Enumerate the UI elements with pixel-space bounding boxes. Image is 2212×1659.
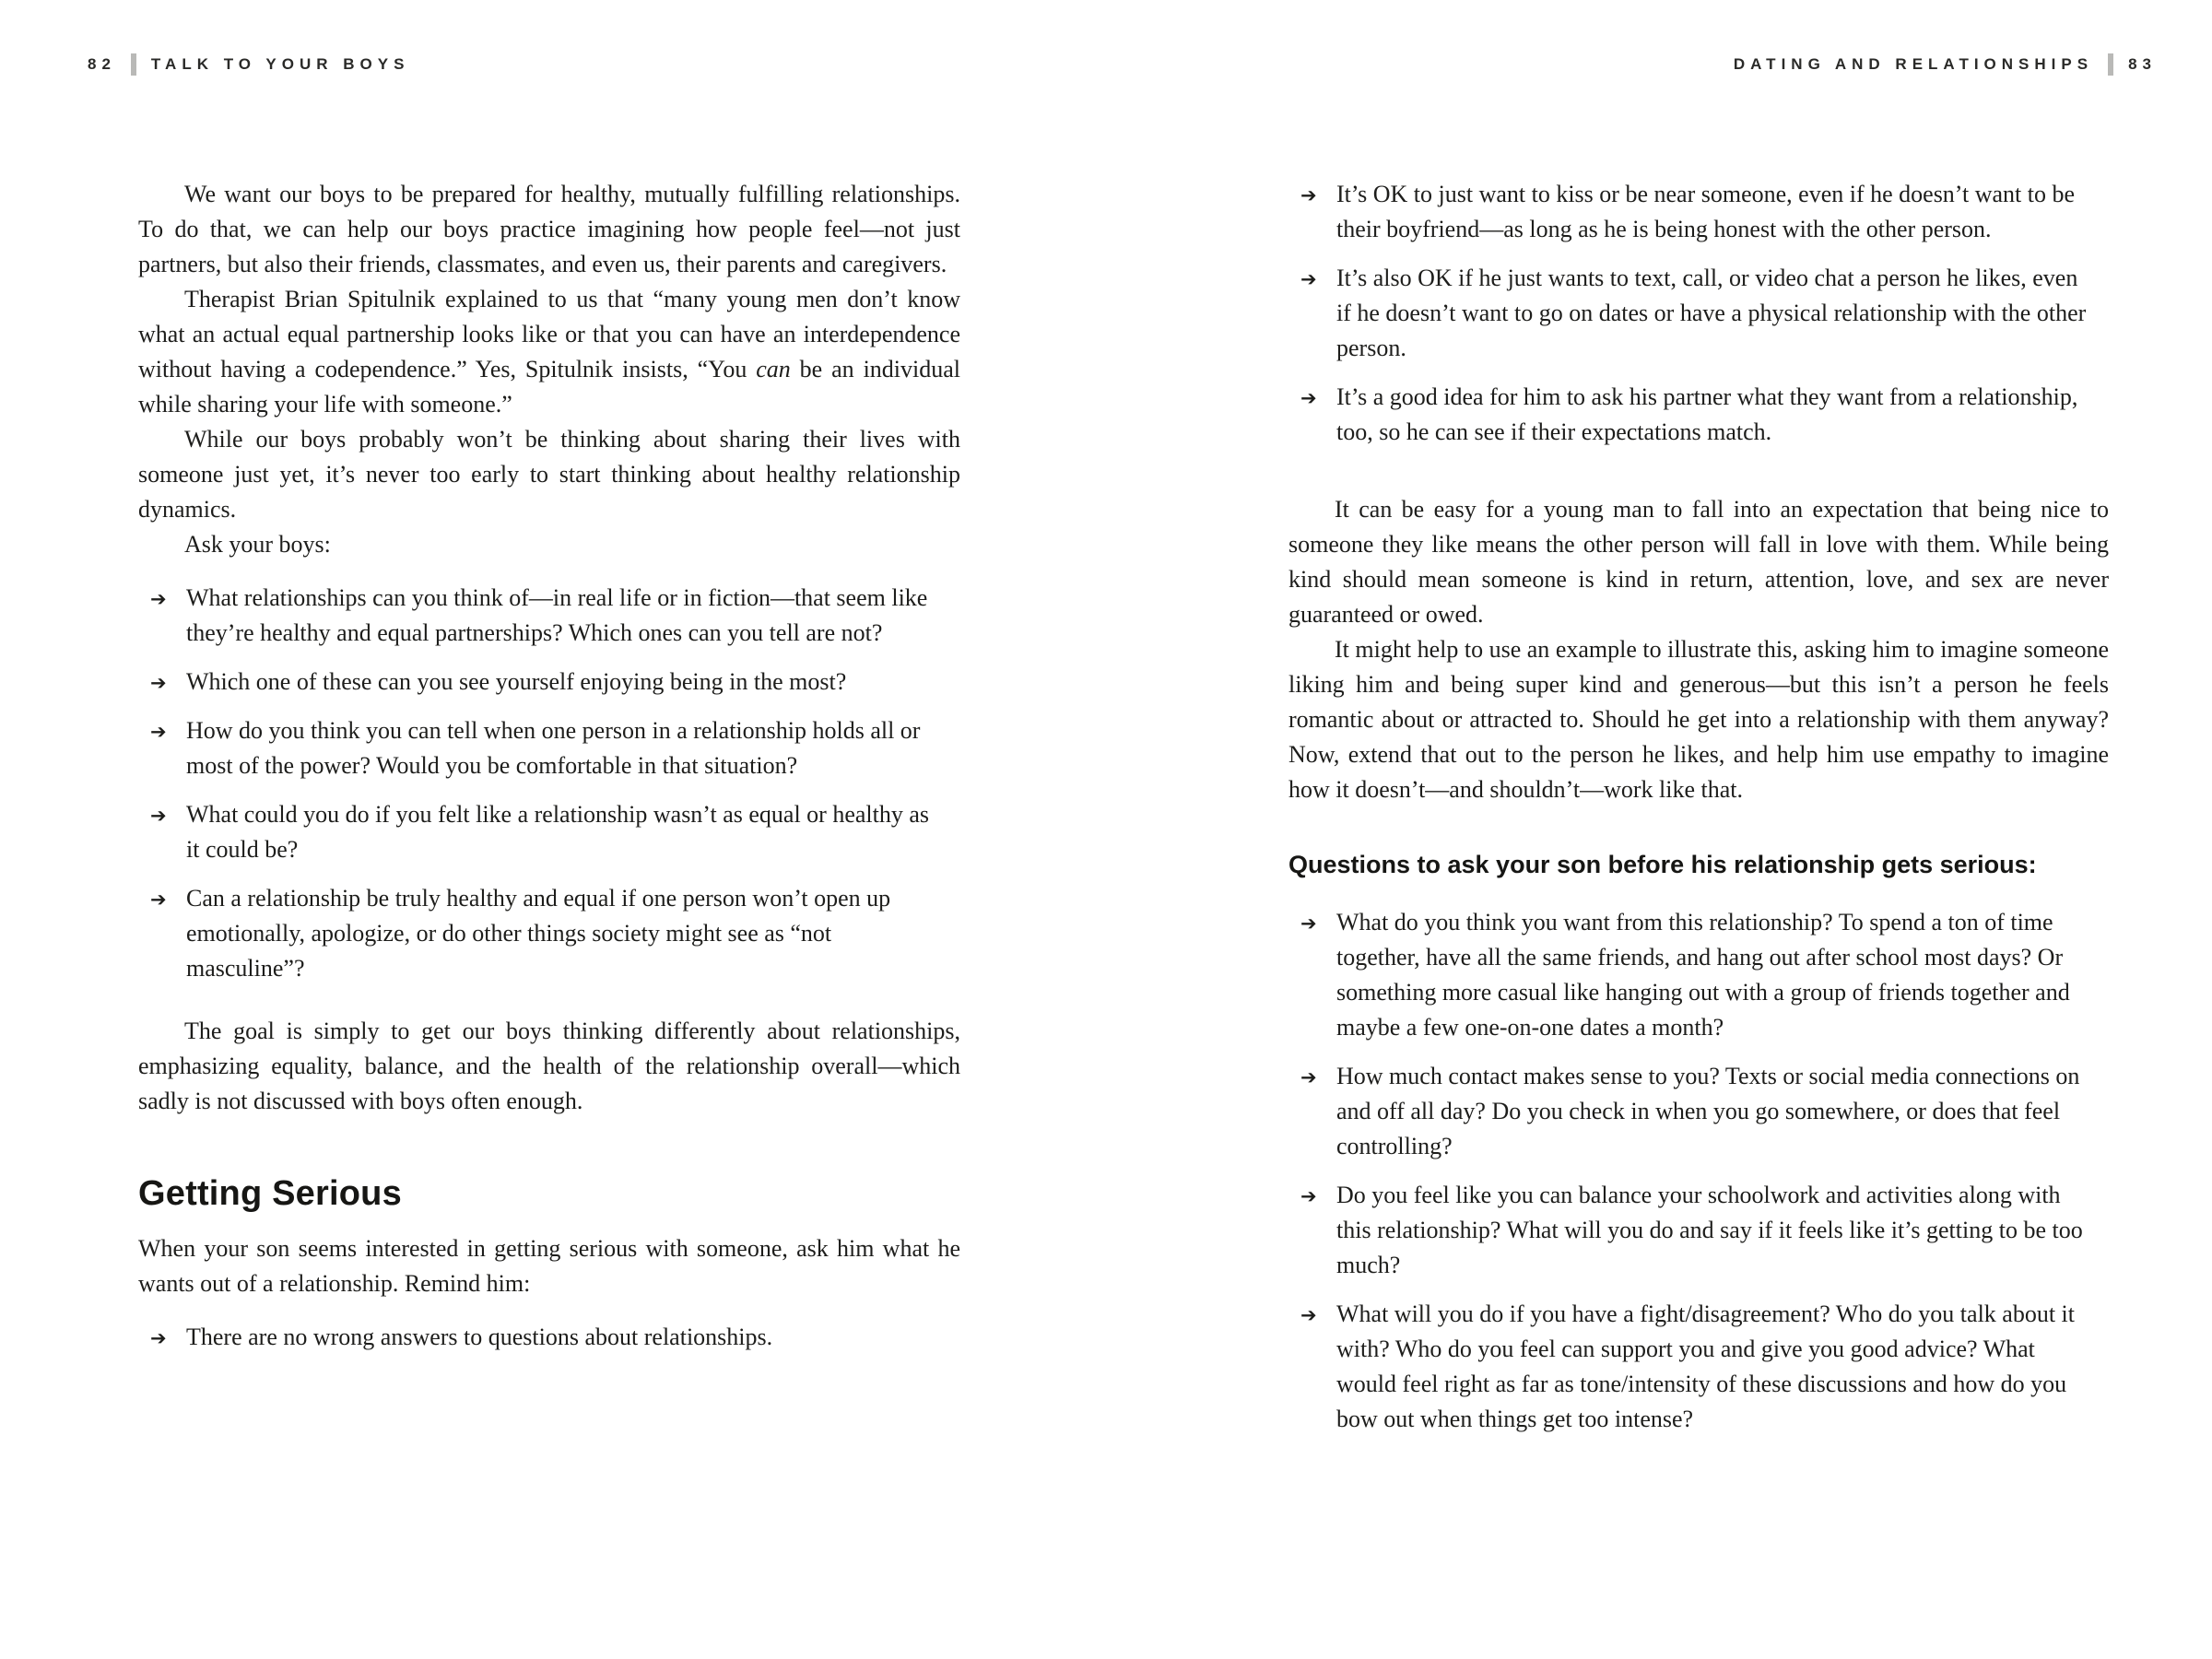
top-bullet-list: [1288, 177, 2109, 450]
arrow-bullet-icon: ➔: [1300, 1066, 1317, 1088]
page-number-right: 83: [2128, 55, 2157, 73]
list-item-text: How do you think you can tell when one person in a relationship holds all or most of the power? Would you be comfortable in that situation?: [186, 717, 921, 779]
paragraph-spitulnik-pre: Therapist Brian Spitulnik explained to us that “many young men don’t know what an actual equal partnership looks like or that you can have an interdependence without having a codependence.” Yes, Spitulnik insists, “You: [138, 286, 960, 382]
list-item: [138, 881, 960, 986]
list-item: [1288, 261, 2109, 366]
list-item: [138, 713, 960, 783]
list-item: [138, 797, 960, 867]
ask-bullet-list: [138, 581, 960, 986]
section-heading-getting-serious: Getting Serious: [138, 1174, 402, 1213]
list-item-text: Can a relationship be truly healthy and equal if one person won’t open up emotionally, apologize, or do other things society might see as “not masculine”?: [186, 885, 891, 982]
arrow-bullet-icon: ➔: [1300, 1185, 1317, 1207]
paragraph-while: While our boys probably won’t be thinking about sharing their lives with someone just yet, it’s never too early to start thinking about healthy relationship dynamics.: [138, 426, 960, 523]
running-head-left: [88, 53, 409, 76]
list-item-text: There are no wrong answers to questions about relationships.: [186, 1324, 773, 1350]
list-item: [1288, 1059, 2109, 1164]
paragraph-intro: We want our boys to be prepared for healthy, mutually fulfilling relationships. To do that, we can help our boys practice imagining how people feel—not just partners, but also their friends, classmates, and even us, their parents and caregivers.: [138, 181, 960, 277]
list-item: [138, 665, 960, 700]
running-head-title-left: TALK TO YOUR BOYS: [150, 55, 410, 73]
arrow-bullet-icon: ➔: [150, 588, 167, 610]
paragraph-closing: The goal is simply to get our boys thinking differently about relationships, emphasizing equality, balance, and the health of the relationship overall—which sadly is not discussed with boys often enough.: [138, 1018, 960, 1114]
arrow-bullet-icon: ➔: [150, 672, 167, 694]
paragraph-easy: It can be easy for a young man to fall into an expectation that being nice to someone they like means the other person will fall in love with them. While being kind should mean someone is kind in return, attention, love, and sex are never guaranteed or owed.: [1288, 496, 2109, 628]
running-head-right: [1734, 53, 2157, 76]
arrow-bullet-icon: ➔: [1300, 912, 1317, 935]
list-item-text: Do you feel like you can balance your schoolwork and activities along with this relationship? What will you do and say if it feels like it’s getting to be too much?: [1336, 1182, 2083, 1278]
running-head-title-right: DATING AND RELATIONSHIPS: [1733, 55, 2094, 73]
list-item: [138, 1320, 960, 1355]
paragraph-spitulnik: [138, 282, 960, 422]
arrow-bullet-icon: ➔: [150, 721, 167, 743]
paragraph-spitulnik-post: be an individual while sharing your life with someone.”: [138, 356, 961, 418]
section-bullet-list: [138, 1320, 960, 1355]
arrow-bullet-icon: ➔: [1300, 387, 1317, 409]
page-number-left: 82: [88, 55, 116, 73]
list-item-text: What relationships can you think of—in real life or in fiction—that seem like they’re healthy and equal partnerships? Which ones can you tell are not?: [186, 584, 928, 646]
ask-your-boys-line: Ask your boys:: [184, 531, 331, 558]
header-rule-icon: [131, 53, 136, 76]
questions-heading: Questions to ask your son before his relationship gets serious:: [1288, 851, 2037, 878]
list-item-text: It’s also OK if he just wants to text, call, or video chat a person he likes, even if he doesn’t want to go on dates or have a physical relationship with the other person.: [1336, 265, 2087, 361]
list-item-text: It’s a good idea for him to ask his partner what they want from a relationship, too, so he can see if their expectations match.: [1336, 383, 2078, 445]
arrow-bullet-icon: ➔: [150, 1327, 167, 1349]
list-item: [1288, 380, 2109, 450]
list-item: [1288, 1178, 2109, 1283]
list-item: [1288, 1297, 2109, 1437]
page-body-right: [1288, 177, 2109, 1465]
list-item-text: What will you do if you have a fight/disagreement? Who do you talk about it with? Who do you feel can support you and give you good advice? What would feel right as far as tone/intensity of these discussions and how do you bow out when things get too intense?: [1336, 1300, 2075, 1432]
arrow-bullet-icon: ➔: [1300, 1304, 1317, 1326]
arrow-bullet-icon: ➔: [1300, 268, 1317, 290]
paragraph-section-intro: When your son seems interested in getting serious with someone, ask him what he wants out of a relationship. Remind him:: [138, 1235, 960, 1297]
paragraph-spitulnik-italic: can: [756, 356, 791, 382]
paragraph-example: It might help to use an example to illustrate this, asking him to imagine someone liking him and being super kind and generous—but this isn’t a person he feels romantic about or attracted to. Should he get into a relationship with them anyway? Now, extend that out to the person he likes, and help him use empathy to imagine how it doesn’t—and shouldn’t—work like that.: [1288, 636, 2109, 803]
list-item: [138, 581, 960, 651]
page-body-left: [138, 177, 960, 1382]
list-item-text: What could you do if you felt like a relationship wasn’t as equal or healthy as it could be?: [186, 801, 930, 863]
list-item: [1288, 177, 2109, 247]
arrow-bullet-icon: ➔: [150, 805, 167, 827]
list-item-text: What do you think you want from this relationship? To spend a ton of time together, have all the same friends, and hang out after school most days? Or something more casual like hanging out with a group of friends together and maybe a few one-on-one dates a month?: [1336, 909, 2070, 1041]
questions-bullet-list: [1288, 905, 2109, 1437]
header-rule-icon: [2108, 53, 2113, 76]
page-right: [1106, 0, 2212, 1659]
list-item: [1288, 905, 2109, 1045]
list-item-text: Which one of these can you see yourself enjoying being in the most?: [186, 668, 847, 695]
list-item-text: How much contact makes sense to you? Texts or social media connections on and off all day? Do you check in when you go somewhere, or does that feel controlling?: [1336, 1063, 2080, 1159]
list-item-text: It’s OK to just want to kiss or be near someone, even if he doesn’t want to be their boyfriend—as long as he is being honest with the other person.: [1336, 181, 2076, 242]
arrow-bullet-icon: ➔: [150, 888, 167, 911]
arrow-bullet-icon: ➔: [1300, 184, 1317, 206]
